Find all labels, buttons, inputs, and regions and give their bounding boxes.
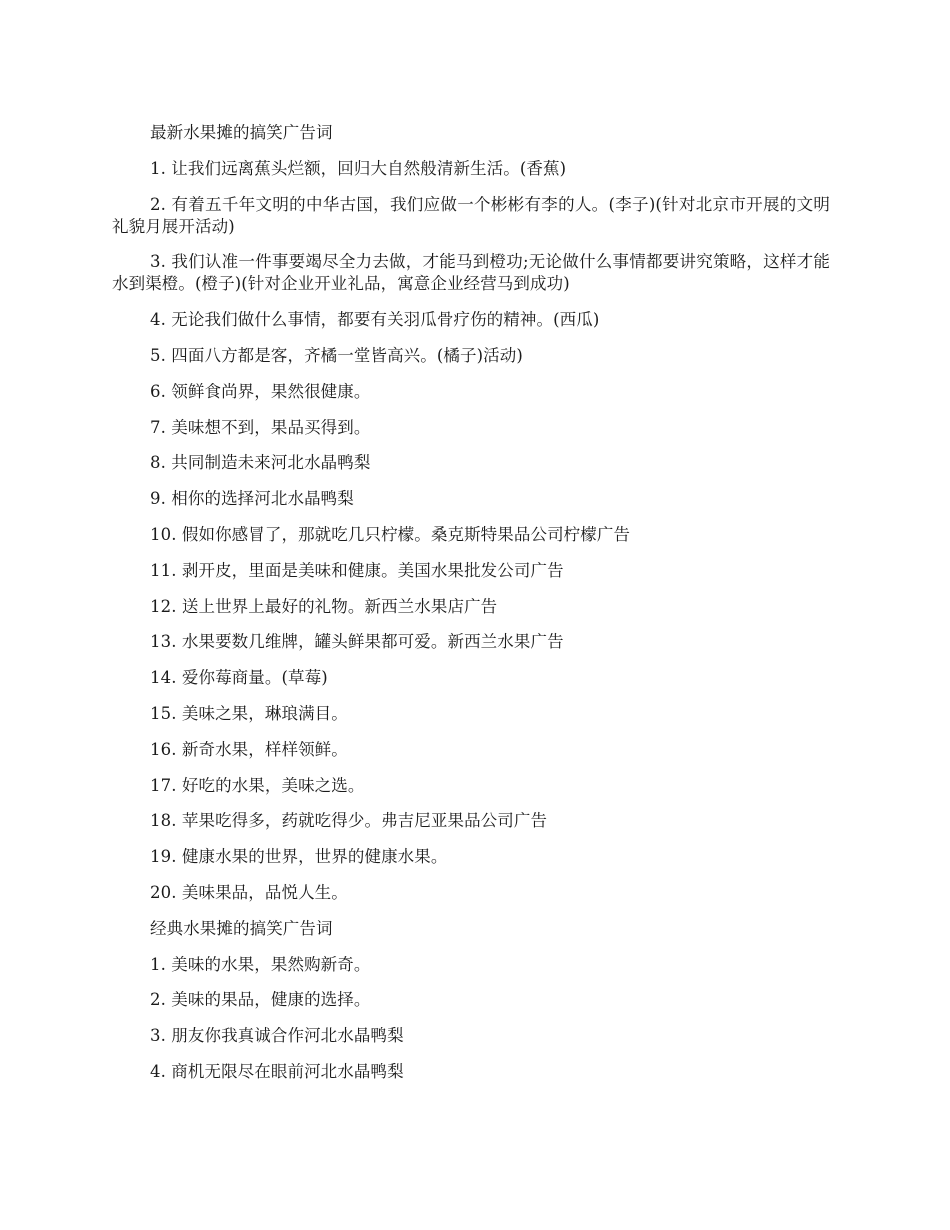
list-item: 2. 有着五千年文明的中华古国，我们应做一个彬彬有李的人。(李子)(针对北京市开展的文明礼貌月展开活动) [112, 194, 830, 236]
list-item: 1. 美味的水果，果然购新奇。 [150, 954, 371, 974]
list-item: 9. 相你的选择河北水晶鸭梨 [150, 489, 354, 509]
list-item: 13. 水果要数几维牌，罐头鲜果都可爱。新西兰水果广告 [150, 632, 564, 652]
list-item: 19. 健康水果的世界，世界的健康水果。 [150, 847, 448, 867]
list-item: 12. 送上世界上最好的礼物。新西兰水果店广告 [150, 596, 498, 616]
section-title: 经典水果摊的搞笑广告词 [150, 918, 333, 938]
list-item: 4. 商机无限尽在眼前河北水晶鸭梨 [150, 1061, 404, 1081]
list-item: 17. 好吃的水果，美味之选。 [150, 775, 365, 795]
list-item: 2. 美味的果品，健康的选择。 [150, 990, 371, 1010]
document-body [112, 122, 830, 1097]
section-title: 最新水果摊的搞笑广告词 [150, 123, 333, 142]
list-item: 6. 领鲜食尚界，果然很健康。 [150, 381, 371, 401]
list-item: 18. 苹果吃得多，药就吃得少。弗吉尼亚果品公司广告 [150, 811, 548, 831]
list-item: 20. 美味果品，品悦人生。 [150, 882, 348, 902]
list-item: 10. 假如你感冒了，那就吃几只柠檬。桑克斯特果品公司柠檬广告 [150, 524, 631, 544]
list-item: 8. 共同制造未来河北水晶鸭梨 [150, 453, 371, 473]
list-item: 5. 四面八方都是客，齐橘一堂皆高兴。(橘子)活动) [150, 345, 523, 365]
list-item: 16. 新奇水果，样样领鲜。 [150, 739, 348, 759]
list-item: 3. 我们认准一件事要竭尽全力去做，才能马到橙功;无论做什么事情都要讲究策略，这样才能水到渠橙。(橙子)(针对企业开业礼品，寓意企业经营马到成功) [112, 252, 830, 294]
list-item: 4. 无论我们做什么事情，都要有关羽瓜骨疗伤的精神。(西瓜) [150, 310, 600, 330]
list-item: 11. 剥开皮，里面是美味和健康。美国水果批发公司广告 [150, 560, 564, 580]
list-item: 14. 爱你莓商量。(草莓) [150, 668, 328, 688]
list-item: 7. 美味想不到，果品买得到。 [150, 417, 371, 437]
list-item: 1. 让我们远离蕉头烂额，回归大自然般清新生活。(香蕉) [150, 158, 567, 178]
list-item: 15. 美味之果，琳琅满目。 [150, 703, 348, 723]
list-item: 3. 朋友你我真诚合作河北水晶鸭梨 [150, 1026, 404, 1046]
